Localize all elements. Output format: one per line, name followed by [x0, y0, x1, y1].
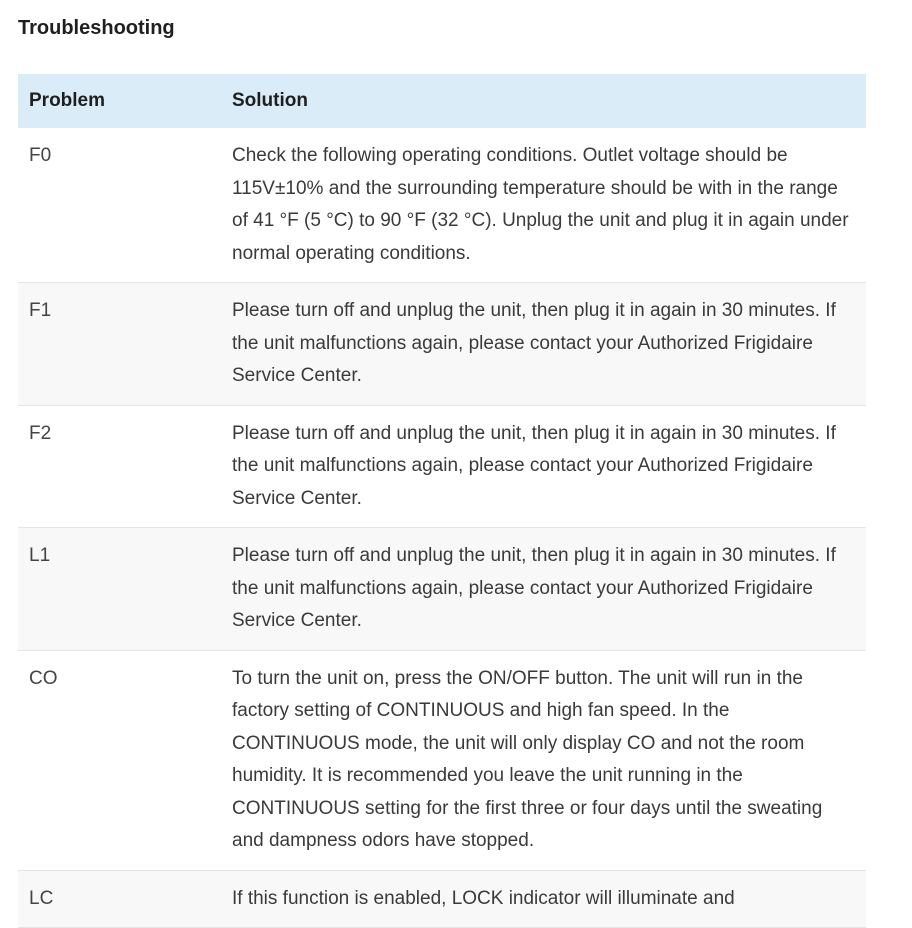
- problem-code: F2: [18, 406, 232, 528]
- problem-code: F0: [18, 128, 232, 282]
- problem-code: L1: [18, 528, 232, 650]
- solution-text: Please turn off and unplug the unit, then plug it in again in 30 minutes. If the unit malfunctions again, please contact your Authorized Frigidaire Service Center.: [232, 283, 866, 405]
- header-problem: Problem: [18, 90, 232, 112]
- table-row: [18, 406, 866, 529]
- table-row: [18, 651, 866, 871]
- solution-text: Please turn off and unplug the unit, then plug it in again in 30 minutes. If the unit malfunctions again, please contact your Authorized Frigidaire Service Center.: [232, 406, 866, 528]
- page-title: Troubleshooting: [18, 14, 175, 42]
- problem-code: F1: [18, 283, 232, 405]
- troubleshooting-table: [18, 74, 866, 928]
- header-solution: Solution: [232, 90, 866, 112]
- table-header-row: [18, 74, 866, 128]
- solution-text: To turn the unit on, press the ON/OFF button. The unit will run in the factory setting of CONTINUOUS and high fan speed. In the CONTINUOUS mode, the unit will only display CO and not the room humidity. It is recommended you leave the unit running in the CONTINUOUS setting for the first three or four days until the sweating and dampness odors have stopped.: [232, 651, 866, 870]
- table-row: [18, 128, 866, 283]
- table-row: [18, 871, 866, 928]
- problem-code: CO: [18, 651, 232, 870]
- solution-text: Check the following operating conditions. Outlet voltage should be 115V±10% and the surrounding temperature should be with in the range of 41 °F (5 °C) to 90 °F (32 °C). Unplug the unit and plug it in again under normal operating conditions.: [232, 128, 866, 282]
- table-row: [18, 283, 866, 406]
- solution-text: Please turn off and unplug the unit, then plug it in again in 30 minutes. If the unit malfunctions again, please contact your Authorized Frigidaire Service Center.: [232, 528, 866, 650]
- problem-code: LC: [18, 871, 232, 928]
- solution-text: If this function is enabled, LOCK indicator will illuminate and: [232, 871, 866, 928]
- table-row: [18, 528, 866, 651]
